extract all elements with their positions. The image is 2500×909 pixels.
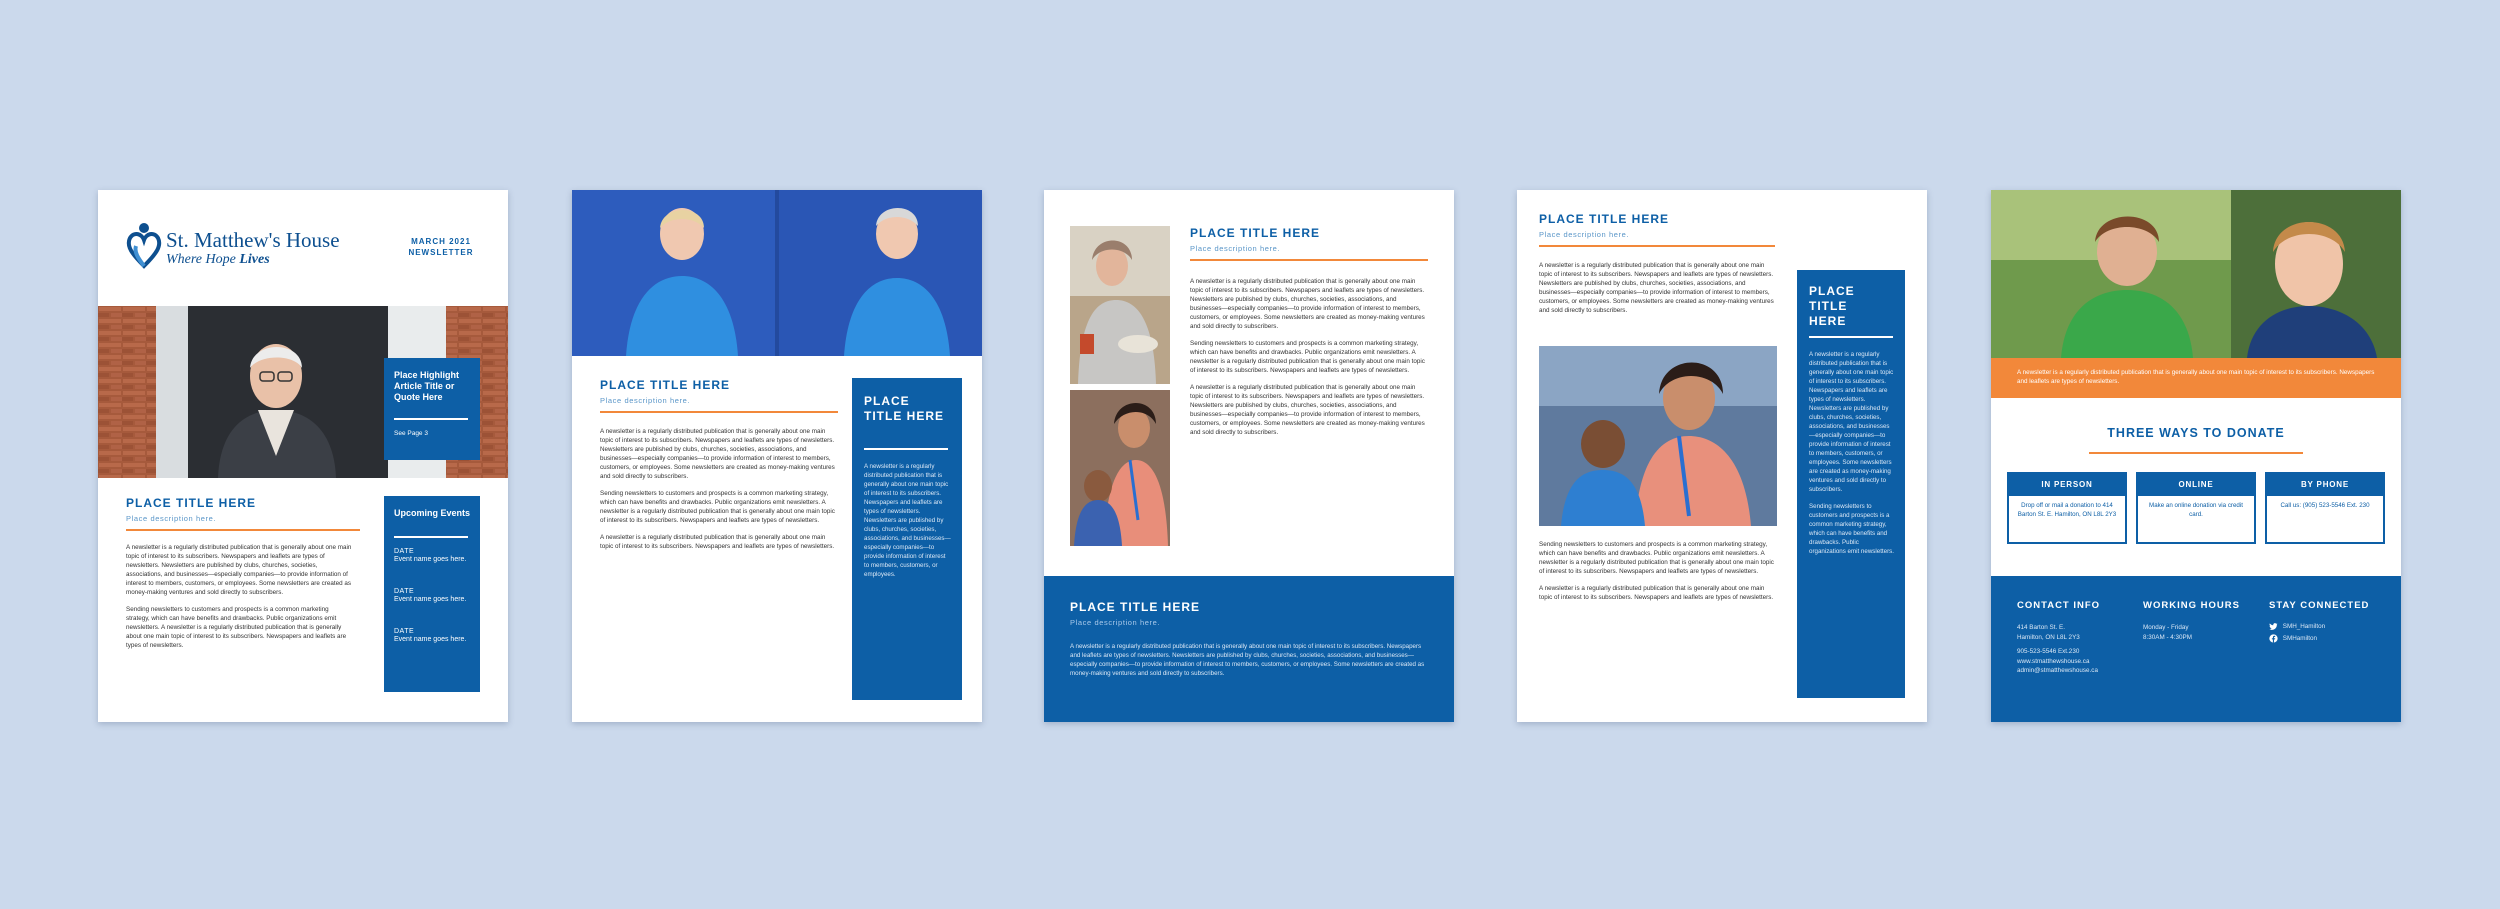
issue-month: MARCH 2021 <box>411 237 471 246</box>
events-title: Upcoming Events <box>394 508 471 518</box>
contact-footer <box>1991 576 2401 722</box>
events-rule <box>394 536 468 538</box>
article-paragraph-3: A newsletter is a regularly distributed publication that is generally about one main topic of interest to its subscribers. Newspapers and leaflets are types of newsletters. Newsletters are published by clubs, churches, societies, associations, and businesses—especially companies—to provide information of interest to members, customers, or employees. Some newsletters are created as money-making ventures and sold directly to subscribers. <box>1190 384 1425 436</box>
article-title: PLACE TITLE HERE <box>1190 226 1321 240</box>
facebook-handle: SMHamilton <box>2282 635 2318 642</box>
sidebar-box <box>1797 270 1905 698</box>
main-article <box>126 496 362 658</box>
article-rule <box>600 411 838 413</box>
event-date: DATE <box>394 588 415 595</box>
contact-info <box>2017 600 2135 676</box>
footer-feature <box>1044 576 1454 722</box>
logo-tagline <box>166 252 270 268</box>
newsletter-page-5 <box>1991 190 2401 722</box>
newsletter-page-3 <box>1044 190 1454 722</box>
contact-city-line: Hamilton, ON L8L 2Y3 <box>2017 633 2080 641</box>
highlight-box <box>384 358 480 460</box>
events-box <box>384 496 480 692</box>
twitter-handle: SMH_Hamilton <box>2282 623 2326 630</box>
event-name: Event name goes here. <box>394 596 467 603</box>
sidebar-text <box>1809 350 1895 564</box>
sidebar-rule <box>1809 336 1893 338</box>
donate-option-label: ONLINE <box>2138 474 2254 496</box>
main-article <box>600 378 840 559</box>
article-paragraph-2: Sending newsletters to customers and prospects is a common marketing strategy, which can have benefits and drawbacks. Public organizations emit newsletters. A newsletter is a regularly distributed publication that is generally about one main topic of interest to its subscribers. Newspapers and leaflets are types of newsletters. <box>1539 541 1774 575</box>
article-paragraph-1: A newsletter is a regularly distributed publication that is generally about one main topic of interest to its subscribers. Newspapers and leaflets are types of newsletters. Newsletters are published by clubs, churches, societies, associations, and businesses—especially companies—to provide information of interest to members, customers, or employees. Some newsletters are created as money-making ventures and sold directly to subscribers. <box>600 428 835 480</box>
footer-description: Place description here. <box>1070 618 1161 627</box>
woman-child-photo <box>1539 346 1777 526</box>
article-paragraph-1: A newsletter is a regularly distributed publication that is generally about one main topic of interest to its subscribers. Newspapers and leaflets are types of newsletters. Newsletters are published by clubs, churches, societies, associations, and businesses—especially companies—to provide information of interest to members, customers, or employees. Some newsletters are created as money-making ventures and sold directly to subscribers. <box>1190 278 1425 330</box>
footer-title: PLACE TITLE HERE <box>1070 600 1201 614</box>
events-list <box>394 548 474 668</box>
highlight-title: Place Highlight Article Title or Quote Here <box>394 370 460 402</box>
event-name: Event name goes here. <box>394 556 467 563</box>
logo-name: St. Matthew's House <box>166 228 340 252</box>
article-rule <box>1190 259 1428 261</box>
sidebar-box <box>852 378 962 700</box>
donate-rule <box>2089 452 2303 454</box>
highlight-rule <box>394 418 468 420</box>
contact-phone[interactable]: 905-523-5546 Ext.230 <box>2017 648 2080 655</box>
children-photo <box>1991 190 2401 358</box>
volunteers-photo <box>572 190 982 356</box>
newsletter-page-1 <box>98 190 508 722</box>
event-date: DATE <box>394 628 415 635</box>
article-paragraph-1: A newsletter is a regularly distributed publication that is generally about one main topic of interest to its subscribers. Newspapers and leaflets are types of newsletters. Newsletters are published by clubs, churches, societies, associations, and businesses—especially companies—to provide information of interest to members, customers, or employees. Some newsletters are created as money-making ventures and sold directly to subscribers. <box>126 544 352 596</box>
sidebar-rule <box>864 448 948 450</box>
donate-option-text: Drop off or mail a donation to 414 Barton St. E. Hamilton, ON L8L 2Y3 <box>2017 502 2117 518</box>
event-item <box>394 588 474 628</box>
social-item-twitter[interactable] <box>2269 621 2389 633</box>
main-article <box>1539 212 1779 323</box>
article-title: PLACE TITLE HERE <box>1539 212 1670 226</box>
article-title: PLACE TITLE HERE <box>600 378 731 392</box>
article-rule <box>126 529 360 531</box>
donate-option-online[interactable] <box>2136 472 2256 544</box>
article-body-bottom <box>1539 540 1777 610</box>
donate-option-in-person[interactable] <box>2007 472 2127 544</box>
intro-banner <box>1991 358 2401 398</box>
hours-days: Monday - Friday <box>2143 624 2189 631</box>
stay-connected <box>2269 600 2389 645</box>
event-name: Event name goes here. <box>394 636 467 643</box>
donate-option-label: IN PERSON <box>2009 474 2125 496</box>
tagline-part-2: Lives <box>239 252 270 267</box>
article-rule <box>1539 245 1775 247</box>
social-list <box>2269 621 2389 645</box>
twitter-icon <box>2269 622 2278 631</box>
article-description: Place description here. <box>1190 244 1281 253</box>
article-paragraph-2: Sending newsletters to customers and prospects is a common marketing strategy, which can have benefits and drawbacks. Public organizations emit newsletters. A newsletter is a regularly distributed publication that is generally about one main topic of interest to its subscribers. Newspapers and leaflets are types of newsletters. <box>126 606 347 649</box>
sidebar-title: PLACE TITLE HERE <box>864 394 945 423</box>
woman-child-photo <box>1070 390 1170 546</box>
article-paragraph-1: A newsletter is a regularly distributed publication that is generally about one main topic of interest to its subscribers. Newspapers and leaflets are types of newsletters. Newsletters are published by clubs, churches, societies, associations, and businesses—especially companies—to provide information of interest to members, customers, or employees. Some newsletters are created as money-making ventures and sold directly to subscribers. <box>1539 262 1774 314</box>
donate-option-label: BY PHONE <box>2267 474 2383 496</box>
newsletter-page-4 <box>1517 190 1927 722</box>
event-item <box>394 548 474 588</box>
sidebar-title: PLACE TITLE HERE <box>1809 284 1855 328</box>
issue-label: NEWSLETTER <box>408 248 474 257</box>
tagline-part-1: Where Hope <box>166 252 236 267</box>
main-article <box>1190 226 1430 445</box>
donate-title: THREE WAYS TO DONATE <box>2107 426 2285 440</box>
article-body <box>600 427 836 551</box>
footer-text: A newsletter is a regularly distributed publication that is generally about one main topic of interest to its subscribers. Newspapers and leaflets are types of newsletters. Newsletters are published by clubs, churches, societies, associations, and businesses—especially companies—to provide information of interest to members, customers, or employees. Some newsletters are created as money-making ventures and sold directly to subscribers. <box>1070 643 1425 677</box>
contact-email[interactable]: admin@stmatthewshouse.ca <box>2017 667 2098 674</box>
sidebar-text: A newsletter is a regularly distributed publication that is generally about one main topic of interest to its subscribers. Newspapers and leaflets are types of newsletters. Newsletters are published by clubs, churches, societies, associations, and businesses—especially companies—to provide information of interest to members, customers, or employees. <box>864 463 951 578</box>
article-description: Place description here. <box>126 514 217 523</box>
article-body <box>126 543 354 650</box>
donate-option-text: Call us: (905) 523-5546 Ext. 230 <box>2280 502 2370 509</box>
facebook-icon <box>2269 634 2278 643</box>
social-title: STAY CONNECTED <box>2269 600 2370 611</box>
article-title: PLACE TITLE HERE <box>126 496 257 510</box>
donate-option-text: Make an online donation via credit card. <box>2149 502 2243 518</box>
donate-option-by-phone[interactable] <box>2265 472 2385 544</box>
hours-times: 8:30AM - 4:30PM <box>2143 633 2192 641</box>
hours-lines <box>2143 623 2261 642</box>
hours-title: WORKING HOURS <box>2143 600 2240 611</box>
article-body-top <box>1539 261 1777 315</box>
sidebar-paragraph-2: Sending newsletters to customers and prospects is a common marketing strategy, which can have benefits and drawbacks. Public organizations emit newsletters. <box>1809 503 1894 555</box>
event-date: DATE <box>394 548 415 555</box>
contact-title: CONTACT INFO <box>2017 600 2101 611</box>
article-paragraph-2: Sending newsletters to customers and prospects is a common marketing strategy, which can have benefits and drawbacks. Public organizations emit newsletters. A newsletter is a regularly distributed publication that is generally about one main topic of interest to its subscribers. Newspapers and leaflets are types of newsletters. <box>600 490 835 524</box>
heart-logo-icon <box>124 222 164 270</box>
article-description: Place description here. <box>1539 230 1630 239</box>
article-paragraph-3: A newsletter is a regularly distributed publication that is generally about one main topic of interest to its subscribers. Newspapers and leaflets are types of newsletters. <box>600 534 835 550</box>
working-hours <box>2143 600 2261 642</box>
banner-text: A newsletter is a regularly distributed publication that is generally about one main topic of interest to its subscribers. Newspapers and leaflets are types of newsletters. <box>2017 369 2375 385</box>
social-item-facebook[interactable] <box>2269 633 2389 645</box>
article-description: Place description here. <box>600 396 691 405</box>
contact-lines <box>2017 623 2135 676</box>
newsletter-page-2 <box>572 190 982 722</box>
issue-info <box>398 236 484 258</box>
article-paragraph-3: A newsletter is a regularly distributed publication that is generally about one main topic of interest to its subscribers. Newspapers and leaflets are types of newsletters. <box>1539 585 1774 601</box>
highlight-link[interactable]: See Page 3 <box>394 430 428 437</box>
sidebar-paragraph-1: A newsletter is a regularly distributed publication that is generally about one main topic of interest to its subscribers. Newspapers and leaflets are types of newsletters. Newsletters are published by clubs, churches, societies, associations, and businesses—especially companies—to provide information of interest to members, customers, or employees. Some newsletters are created as money-making ventures and sold directly to subscribers. <box>1809 351 1894 493</box>
contact-address-line: 414 Barton St. E. <box>2017 624 2065 631</box>
woman-baking-photo <box>1070 226 1170 384</box>
article-body <box>1190 277 1426 437</box>
event-item <box>394 628 474 668</box>
article-paragraph-2: Sending newsletters to customers and prospects is a common marketing strategy, which can have benefits and drawbacks. Public organizations emit newsletters. A newsletter is a regularly distributed publication that is generally about one main topic of interest to its subscribers. Newspapers and leaflets are types of newsletters. <box>1190 340 1425 374</box>
contact-website[interactable]: www.stmatthewshouse.ca <box>2017 657 2090 665</box>
